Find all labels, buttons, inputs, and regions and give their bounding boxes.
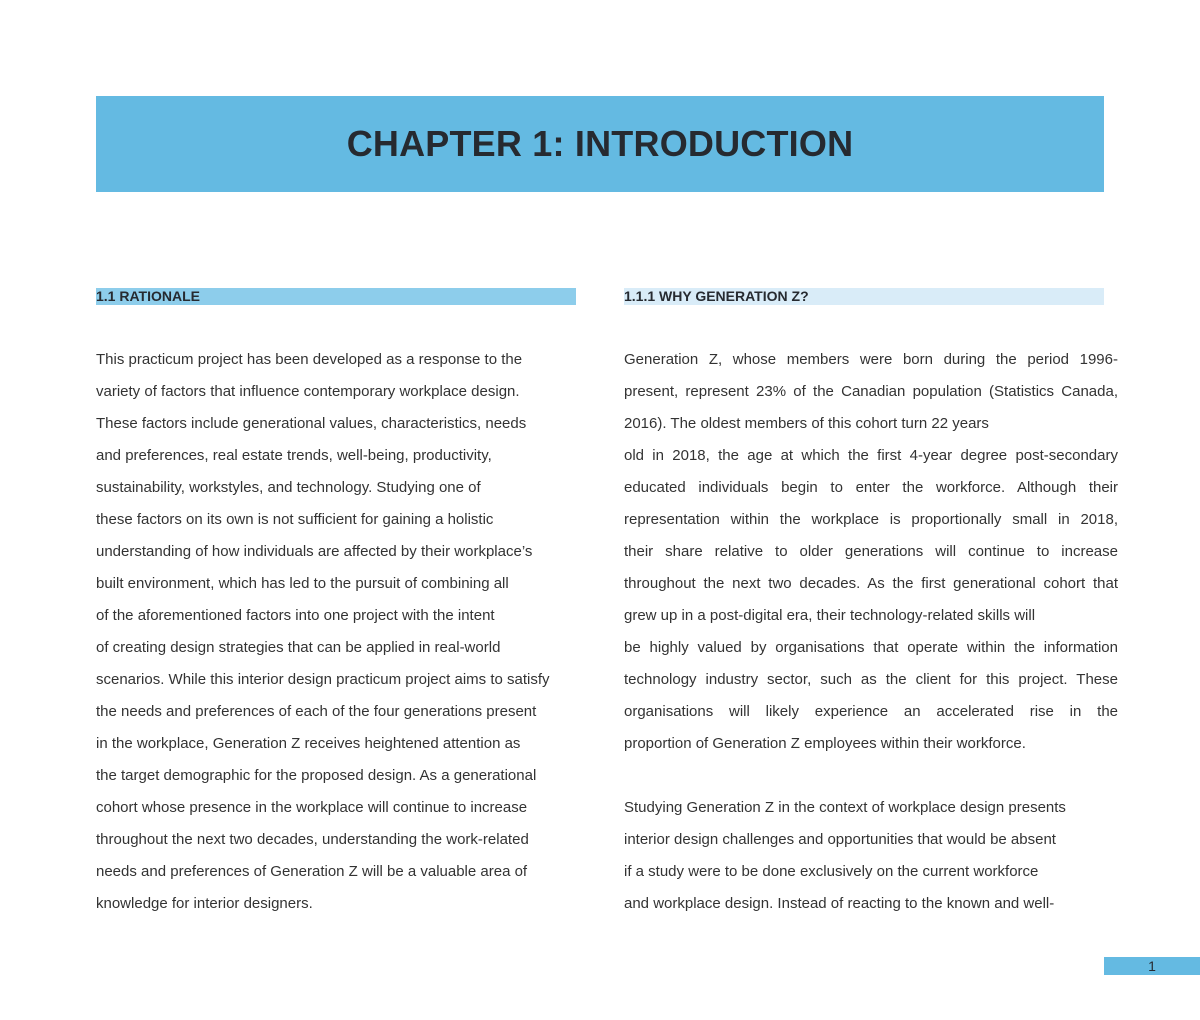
body-line: proportion of Generation Z employees within their workforce. (624, 735, 1026, 752)
body-line: be highly valued by organisations that operate within the information (624, 639, 1118, 656)
body-line: technology industry sector, such as the client for this project. These (624, 671, 1118, 688)
body-line: interior design challenges and opportunities that would be absent (624, 831, 1056, 848)
body-line: present, represent 23% of the Canadian population (Statistics Canada, (624, 383, 1118, 400)
body-line: educated individuals begin to enter the workforce. Although their (624, 479, 1118, 496)
body-line: cohort whose presence in the workplace will continue to increase (96, 799, 528, 816)
body-line: representation within the workplace is proportionally small in 2018, (624, 511, 1118, 528)
body-line: Generation Z, whose members were born during the period 1996- (624, 351, 1118, 368)
body-line: their share relative to older generations will continue to increase (624, 543, 1118, 560)
body-line: These factors include generational values, characteristics, needs (96, 415, 527, 432)
paragraph-spacer (624, 760, 1118, 792)
body-line: Studying Generation Z in the context of workplace design presents (624, 799, 1066, 816)
body-line: the needs and preferences of each of the four generations present (96, 703, 537, 720)
body-line: built environment, which has led to the pursuit of combining all (96, 575, 509, 592)
body-line: in the workplace, Generation Z receives heightened attention as (96, 735, 521, 752)
page-number: 1 (1104, 957, 1200, 975)
body-line: if a study were to be done exclusively on the current workforce (624, 863, 1039, 880)
body-line: organisations will likely experience an accelerated rise in the (624, 703, 1118, 720)
body-line: and preferences, real estate trends, well-being, productivity, (96, 447, 492, 464)
body-line: scenarios. While this interior design practicum project aims to satisfy (96, 671, 550, 688)
body-line: and workplace design. Instead of reacting to the known and well- (624, 895, 1055, 912)
body-line: of the aforementioned factors into one project with the intent (96, 607, 495, 624)
chapter-title: CHAPTER 1: INTRODUCTION (346, 123, 854, 164)
body-line: needs and preferences of Generation Z will be a valuable area of (96, 863, 528, 880)
body-line: understanding of how individuals are affected by their workplace’s (96, 543, 533, 560)
section-heading-why-generation-z: 1.1.1 WHY GENERATION Z? (624, 288, 1104, 305)
body-line: the target demographic for the proposed design. As a generational (96, 767, 537, 784)
body-line: This practicum project has been developed as a response to the (96, 351, 523, 368)
body-line: variety of factors that influence contemporary workplace design. (96, 383, 520, 400)
body-line: of creating design strategies that can be applied in real-world (96, 639, 501, 656)
left-column-body (96, 344, 576, 920)
body-line: throughout the next two decades. As the first generational cohort that (624, 575, 1118, 592)
chapter-banner (96, 96, 1104, 192)
body-line: old in 2018, the age at which the first 4-year degree post-secondary (624, 447, 1118, 464)
body-line: throughout the next two decades, understanding the work-related (96, 831, 529, 848)
body-line: grew up in a post-digital era, their technology-related skills will (624, 607, 1036, 624)
body-line: 2016). The oldest members of this cohort turn 22 years (624, 415, 989, 432)
section-heading-rationale: 1.1 RATIONALE (96, 288, 576, 305)
body-line: knowledge for interior designers. (96, 895, 313, 912)
body-line: these factors on its own is not sufficient for gaining a holistic (96, 511, 494, 528)
right-column-body (624, 344, 1118, 920)
body-line: sustainability, workstyles, and technology. Studying one of (96, 479, 481, 496)
